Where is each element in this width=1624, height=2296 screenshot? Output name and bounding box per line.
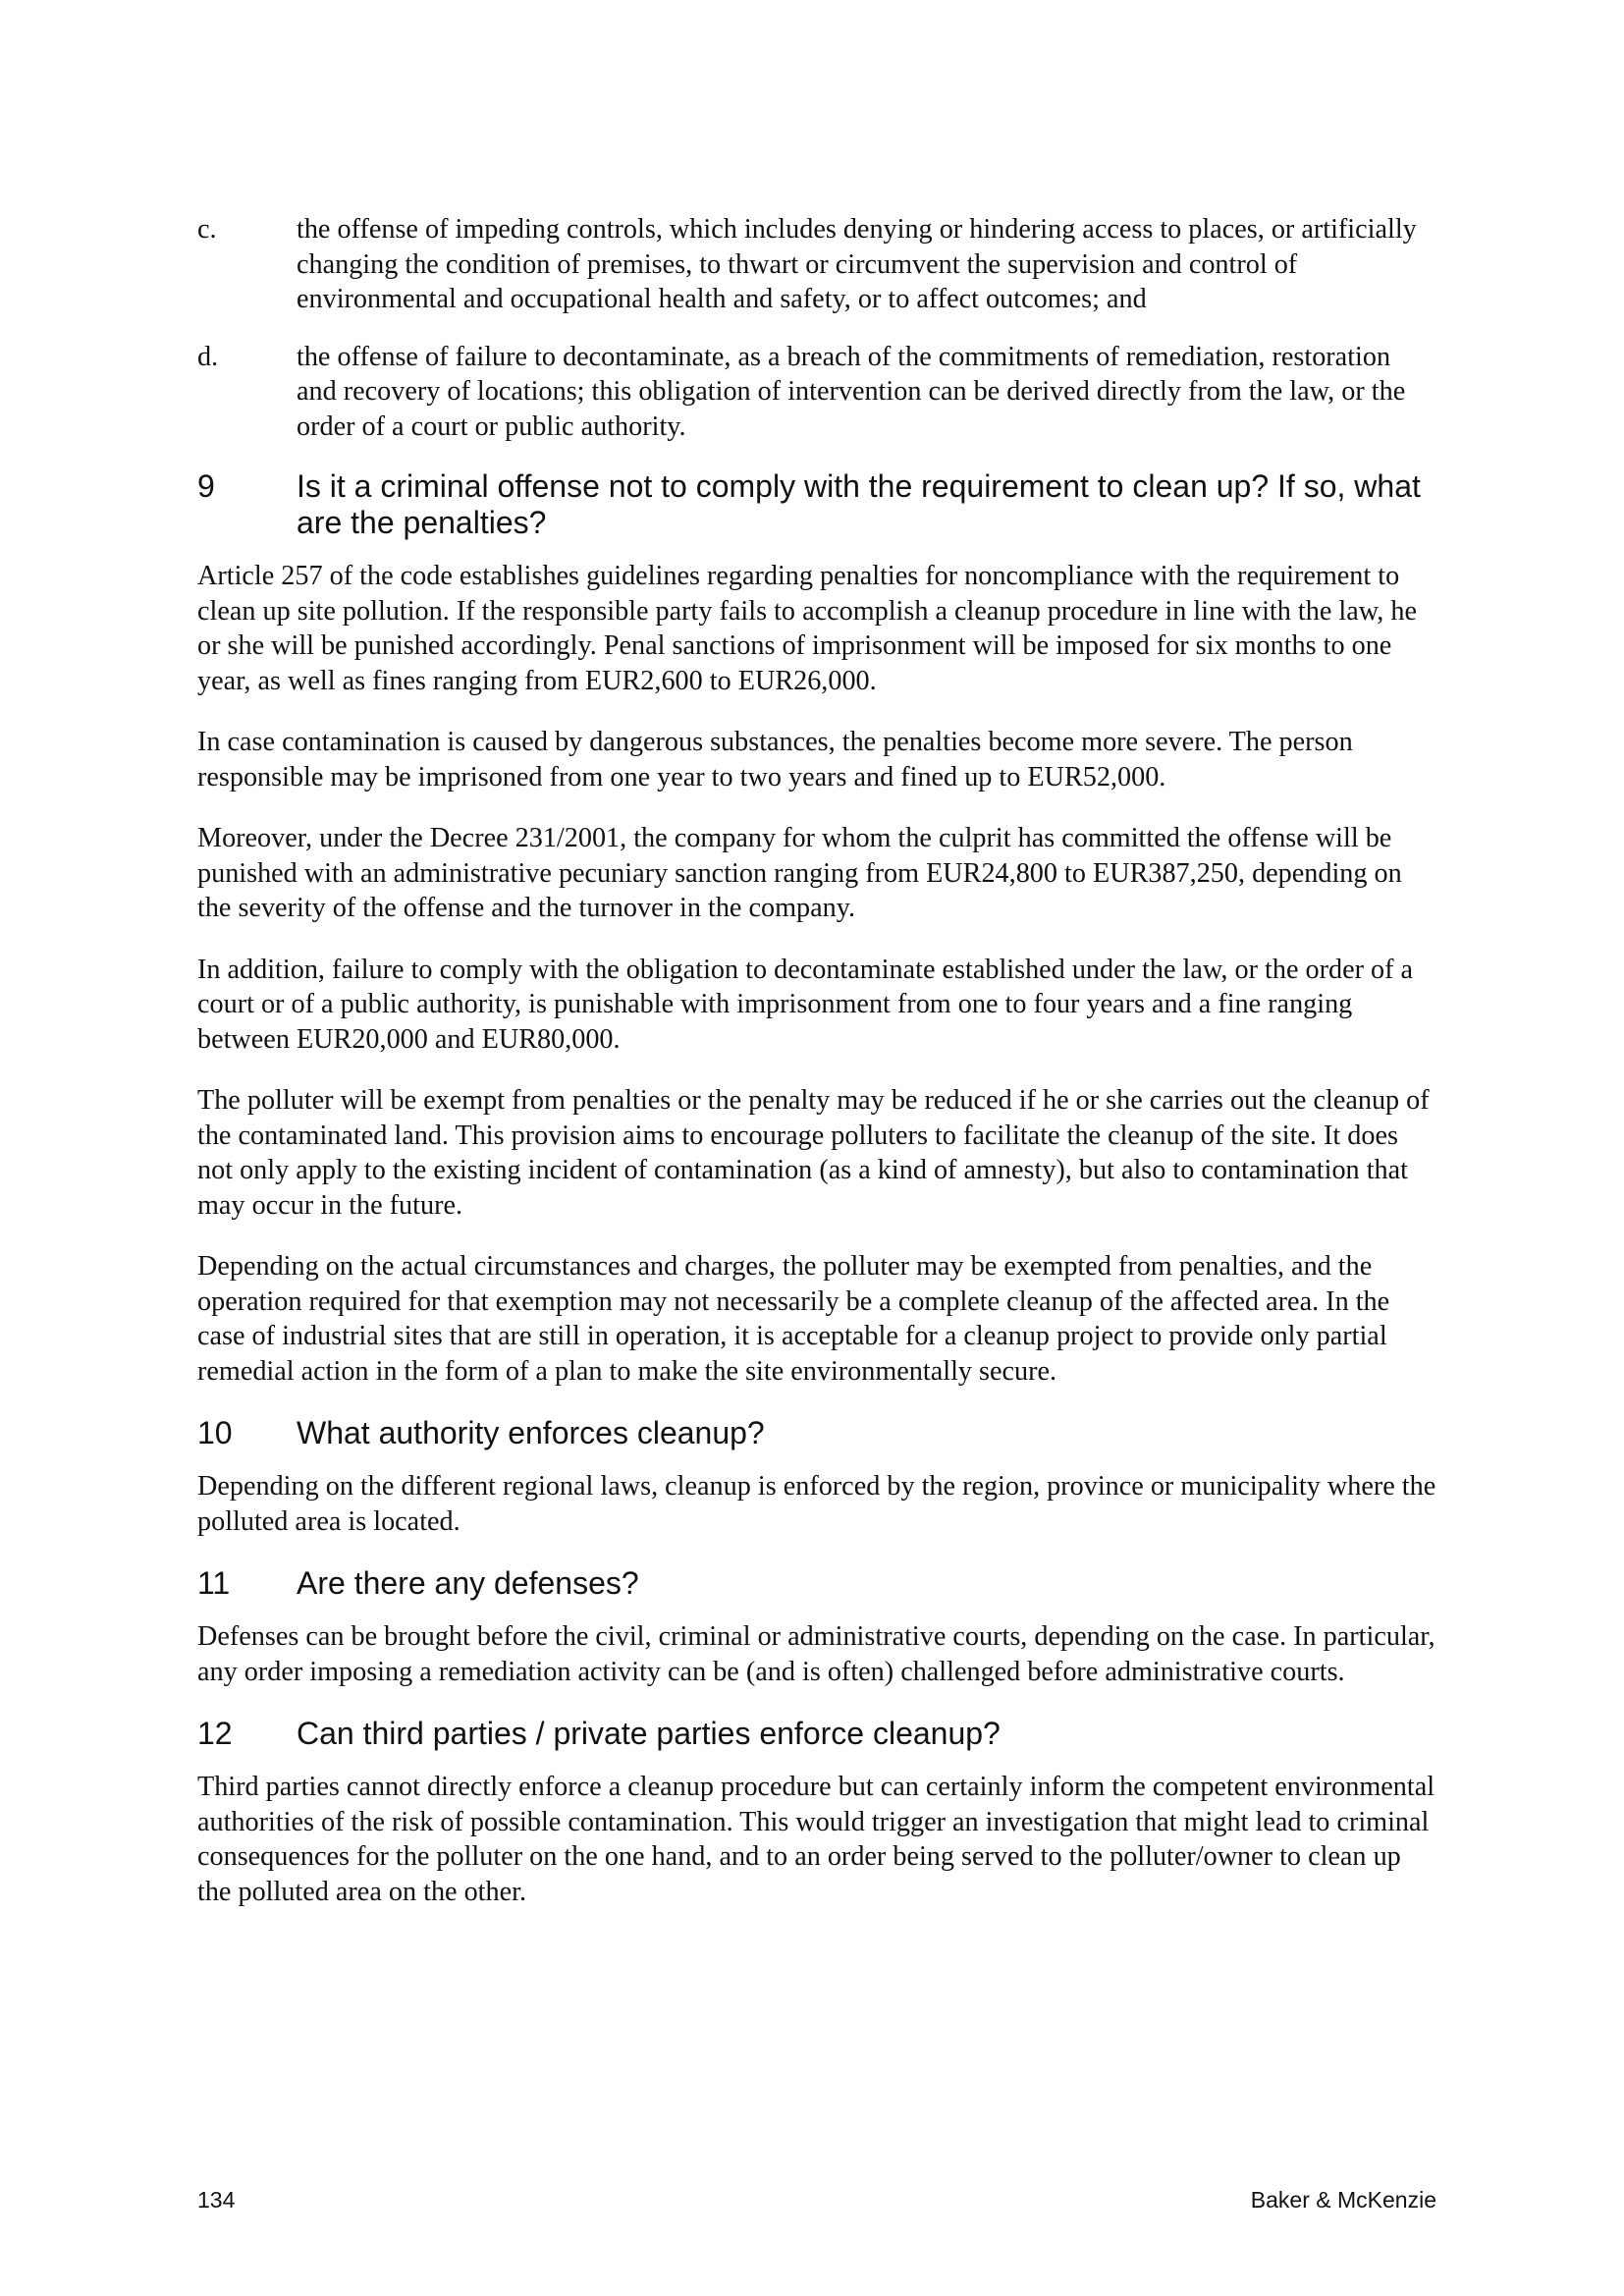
paragraph: Third parties cannot directly enforce a cleanup procedure but can certainly inform the competent environmental authorities of the risk of possible contamination. This would trigger an investigation that might lead to criminal consequences for the polluter on the one hand, and to an order being served to the polluter/owner to clean up the polluted area on the other. [197,1772,1435,1907]
paragraph: In case contamination is caused by dangerous substances, the penalties become more severe. The person responsible may be imprisoned from one year to two years and fined up to EUR52,000. [197,727,1353,793]
section-number: 9 [197,468,215,504]
paragraph: Depending on the different regional laws, cleanup is enforced by the region, province or municipality where the polluted area is located. [197,1471,1436,1537]
section-number: 11 [197,1565,231,1601]
paragraph: Defenses can be brought before the civil, criminal or administrative courts, depending on the case. In particular, any order imposing a remediation activity can be (and is often) challenged before administrative courts. [197,1621,1435,1687]
paragraph: Depending on the actual circumstances and charges, the polluter may be exempted from penalties, and the operation required for that exemption may not necessarily be a complete cleanup of the affected area. In the case of industrial sites that are still in operation, it is acceptable for a cleanup project to provide only partial remedial action in the form of a plan to make the site environmentally secure. [197,1251,1390,1387]
paragraph: Moreover, under the Decree 231/2001, the company for whom the culprit has committed the offense will be punished with an administrative pecuniary sanction ranging from EUR24,800 to EUR387,250, depending on the severity of the offense and the turnover in the company. [197,823,1402,923]
paragraph: In addition, failure to comply with the obligation to decontaminate established under the law, or the order of a court or of a public authority, is punishable with imprisonment from one to four years and a fine ranging between EUR20,000 and EUR80,000. [197,954,1414,1055]
section-title: Is it a criminal offense not to comply with the requirement to clean up? If so, what are the penalties? [297,468,1421,540]
list-item-text: the offense of impeding controls, which includes denying or hindering access to places, or artificially changing the condition of premises, to thwart or circumvent the supervision and control of environmental and occupational health and safety, or to affect outcomes; and [297,214,1417,314]
section-title: Can third parties / private parties enforce cleanup? [297,1716,1001,1751]
section-number: 10 [197,1415,233,1450]
paragraph: The polluter will be exempt from penalties or the penalty may be reduced if he or she carries out the cleanup of the contaminated land. This provision aims to encourage polluters to facilitate the cleanup of the site. It does not only apply to the existing incident of contamination (as a kind of amnesty), but also to contamination that may occur in the future. [197,1085,1430,1221]
list-marker: d. [197,341,219,372]
list-marker: c. [197,214,217,245]
list-item-c [197,212,1436,317]
page-number: 134 [197,2187,236,2213]
section-number: 12 [197,1716,233,1751]
section-title: Are there any defenses? [297,1565,639,1601]
section-heading-10 [197,1415,1436,1451]
section-title: What authority enforces cleanup? [297,1415,765,1450]
section-heading-9 [197,468,1436,541]
paragraph: Article 257 of the code establishes guidelines regarding penalties for noncompliance with the requirement to clean up site pollution. If the responsible party fails to accomplish a cleanup procedure in line with the law, he or she will be punished accordingly. Penal sanctions of imprisonment will be imposed for six months to one year, as well as fines ranging from EUR2,600 to EUR26,000. [197,561,1417,696]
section-heading-12 [197,1716,1436,1752]
list-item-d [197,340,1436,445]
publisher-name: Baker & McKenzie [1250,2187,1436,2213]
list-item-text: the offense of failure to decontaminate, as a breach of the commitments of remediation, restoration and recovery of locations; this obligation of intervention can be derived directly from the law, or the order of a court or public authority. [297,341,1406,442]
section-heading-11 [197,1565,1436,1602]
page-content [197,212,1436,1936]
